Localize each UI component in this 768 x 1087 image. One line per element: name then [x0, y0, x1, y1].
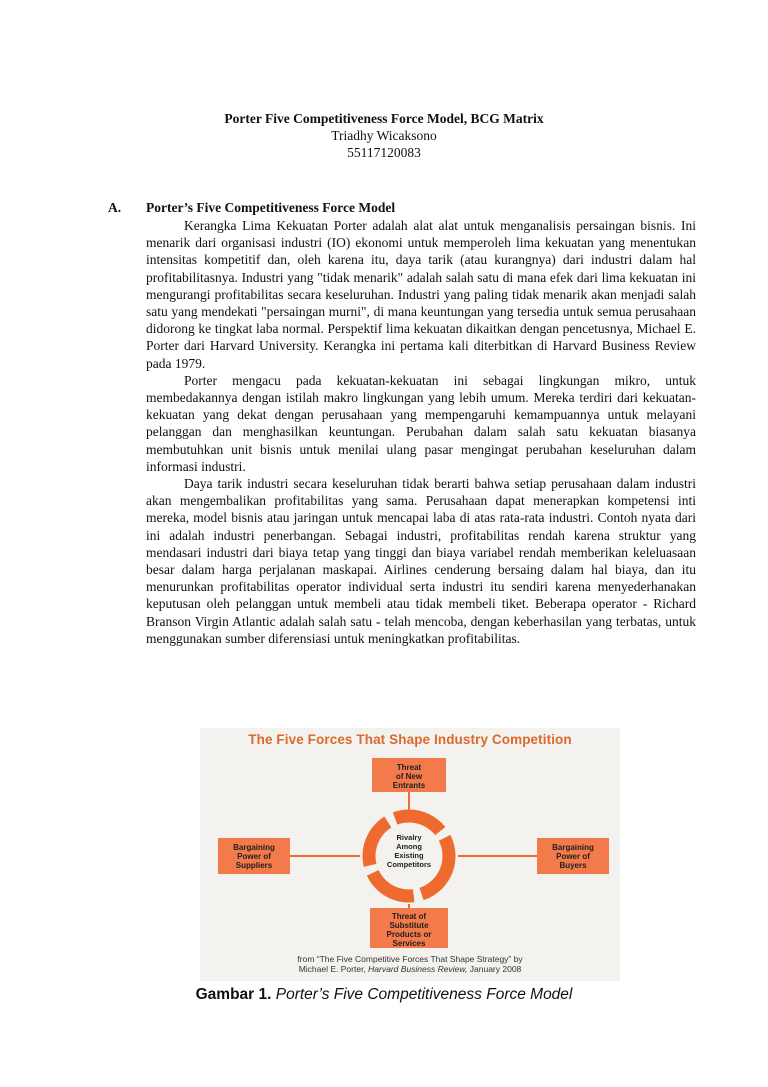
top-line-2: of New — [395, 772, 423, 781]
source-line-1: from “The Five Competitive Forces That Shape Strategy” by — [297, 954, 523, 964]
center-line-1: Rivalry — [396, 833, 422, 842]
author-name: Triadhy Wicaksono — [331, 128, 437, 143]
center-line-4: Competitors — [386, 860, 432, 869]
right-line-1: Bargaining — [552, 843, 594, 852]
section-body — [146, 217, 696, 647]
left-line-3: Suppliers — [235, 861, 273, 870]
caption-text: Porter’s Five Competitiveness Force Model — [275, 986, 573, 1003]
right-line-2: Power of — [556, 852, 590, 861]
top-line-1: Threat — [396, 763, 422, 772]
caption-label: Gambar 1. — [195, 986, 272, 1003]
right-line-3: Buyers — [559, 861, 587, 870]
document-title: Porter Five Competitiveness Force Model, BCG Matrix — [224, 111, 544, 126]
section-number: A. — [108, 200, 122, 215]
paragraph-1: Kerangka Lima Kekuatan Porter adalah alat alat untuk menganalisis persaingan bisnis. Ini menarik dari organisasi industri (IO) ekonomi untuk memperoleh lima kekuatan yang menentukan intensitas kompetitif dan, oleh karena itu, daya tarik (atau kurangnya) dari industri dalam hal profitabilitasnya. Industri yang "tidak menarik" adalah salah satu di mana efek dari lima kekuatan ini mengurangi profitabilitas secara keseluruhan. Industri yang paling tidak menarik akan menjadi salah satu yang mendekati "persaingan murni", di mana keuntungan yang tersedia untuk semua perusahaan didorong ke tingkat laba normal. Perspektif lima kekuatan dikaitkan dengan pencetusnya, Michael E. Porter dari Harvard University. Kerangka ini pertama kali diterbitkan di Harvard Business Review pada 1979. — [146, 218, 696, 371]
section-title: Porter’s Five Competitiveness Force Model — [146, 200, 396, 215]
bottom-line-4: Services — [392, 939, 426, 948]
five-forces-diagram — [200, 728, 620, 953]
paragraph-2: Porter mengacu pada kekuatan-kekuatan ini sebagai lingkungan mikro, untuk membedakannya dengan istilah makro lingkungan yang lebih umum. Mereka terdiri dari kekuatan-kekuatan yang dekat dengan perusahaan yang mempengaruhi kemampuannya untuk melayani pelanggan dan menghasilkan keuntungan. Perubahan dalam salah satu kekuatan biasanya membutuhkan unit bisnis untuk menilai ulang pasar mengingat perubahan keseluruhan dalam informasi industri. — [146, 372, 696, 474]
bottom-line-3: Products or — [386, 930, 432, 939]
source-line-2 — [200, 964, 620, 974]
student-id: 55117120083 — [347, 145, 421, 160]
bottom-line-1: Threat of — [391, 912, 427, 921]
left-line-1: Bargaining — [233, 843, 275, 852]
bottom-line-2: Substitute — [389, 921, 429, 930]
left-line-2: Power of — [237, 852, 271, 861]
title-block — [0, 110, 768, 161]
top-line-3: Entrants — [392, 781, 426, 790]
paragraph-3: Daya tarik industri secara keseluruhan tidak berarti bahwa setiap perusahaan dalam industri akan mengembalikan profitabilitas yang sama. Perusahaan dapat menerapkan kompetensi inti mereka, model bisnis atau jaringan untuk mencapai laba di atas rata-rata industri. Contoh nyata dari ini adalah industri penerbangan. Sebagai industri, profitabilitas rendah karena struktur yang mendasari industri dari biaya tetap yang tinggi dan biaya variabel rendah memberikan keleluasaan besar dalam harga perjalanan maskapai. Airlines cenderung bersaing dalam hal biaya, dan itu menurunkan profitabilitas operator individual serta industri itu sendiri karena menyederhanakan keputusan oleh pelanggan untuk membeli atau tidak membeli tiket. Beberapa operator - Richard Branson Virgin Atlantic adalah salah satu - telah mencoba, dengan keberhasilan yang terbatas, untuk menggunakan sumber diferensiasi untuk meningkatkan profitabilitas. — [146, 476, 696, 646]
source-journal: Harvard Business Review, — [368, 964, 468, 974]
figure-caption — [0, 986, 768, 1004]
five-forces-figure — [200, 728, 620, 981]
source-date: January 2008 — [469, 964, 522, 974]
figure-title: The Five Forces That Shape Industry Competition — [248, 732, 572, 747]
center-line-3: Existing — [394, 851, 424, 860]
center-line-2: Among — [396, 842, 422, 851]
source-author: Michael E. Porter, — [298, 964, 366, 974]
figure-source — [200, 954, 620, 974]
section-heading — [108, 200, 395, 216]
